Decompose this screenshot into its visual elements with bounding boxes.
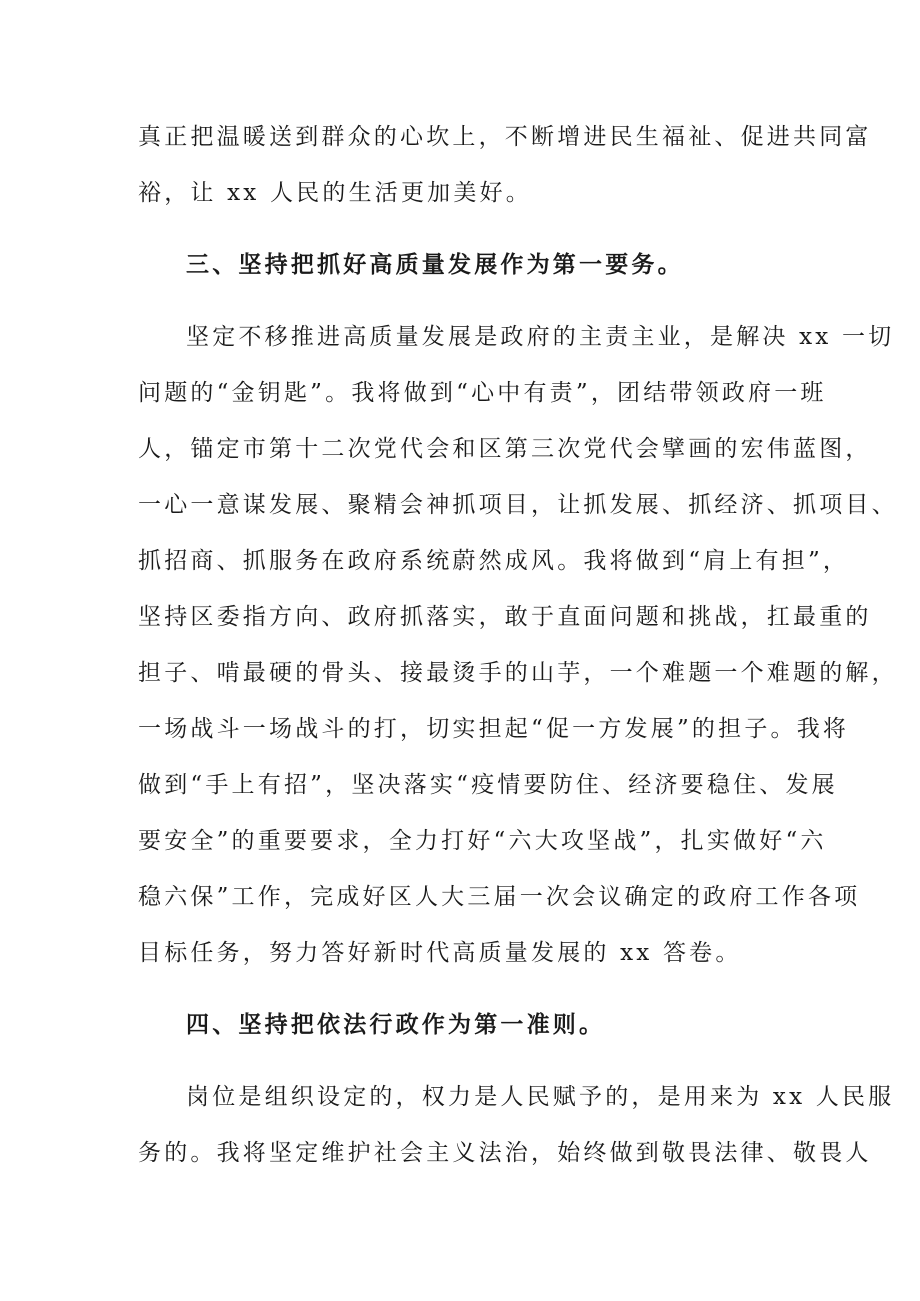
paragraph-line: 一心一意谋发展、聚精会神抓项目，让抓发展、抓经济、抓项目、 (138, 492, 898, 518)
section-heading-3: 三、坚持把抓好高质量发展作为第一要务。 (186, 251, 684, 278)
paragraph-line: 抓招商、抓服务在政府系统蔚然成风。我将做到“肩上有担”， (138, 548, 850, 574)
paragraph-line: 裕，让 xx 人民的生活更加美好。 (138, 180, 532, 206)
paragraph-line: 岗位是组织设定的，权力是人民赋予的，是用来为 xx 人民服 (186, 1084, 895, 1110)
paragraph-line: 稳六保”工作，完成好区人大三届一次会议确定的政府工作各项 (138, 884, 861, 910)
paragraph-line: 务的。我将坚定维护社会主义法治，始终做到敬畏法律、敬畏人 (138, 1140, 872, 1166)
paragraph-line: 真正把温暖送到群众的心坎上，不断增进民生福祉、促进共同富 (138, 124, 872, 150)
paragraph-line: 目标任务，努力答好新时代高质量发展的 xx 答卷。 (138, 940, 742, 966)
paragraph-line: 坚定不移推进高质量发展是政府的主责主业，是解决 xx 一切 (186, 324, 895, 350)
paragraph-line: 坚持区委指方向、政府抓落实，敢于直面问题和挑战，扛最重的 (138, 604, 872, 630)
paragraph-line: 做到“手上有招”，坚决落实“疫情要防住、经济要稳住、发展 (138, 772, 838, 798)
paragraph-line: 问题的“金钥匙”。我将做到“心中有责”，团结带领政府一班 (138, 380, 827, 406)
section-heading-4: 四、坚持把依法行政作为第一准则。 (186, 1011, 606, 1038)
paragraph-line: 一场战斗一场战斗的打，切实担起“促一方发展”的担子。我将 (138, 716, 850, 742)
paragraph-line: 人，锚定市第十二次党代会和区第三次党代会擘画的宏伟蓝图， (138, 436, 872, 462)
paragraph-line: 担子、啃最硬的骨头、接最烫手的山芋，一个难题一个难题的解， (138, 660, 898, 686)
paragraph-line: 要安全”的重要要求，全力打好“六大攻坚战”，扎实做好“六 (138, 828, 827, 854)
